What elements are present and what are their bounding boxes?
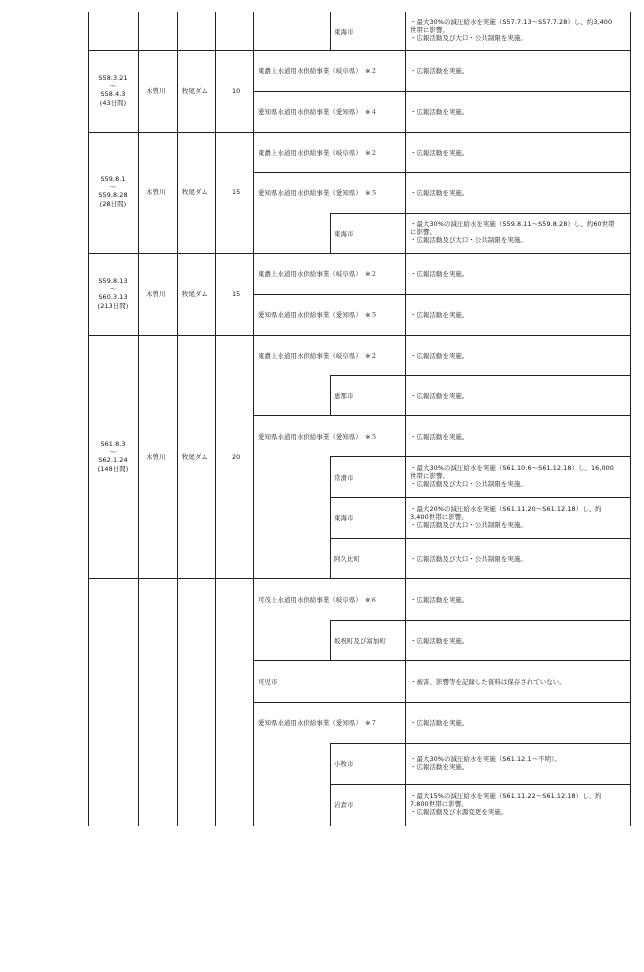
measures-cell: ・広報活動を実施。: [410, 67, 469, 75]
measures-cell: ・広報活動を実施。: [410, 392, 469, 400]
measures-cell: ・広報活動を実施。: [410, 311, 469, 319]
city-cell: 坂祝町及び富加町: [334, 637, 386, 645]
supplier-cell: 愛知県水道用水供給事業（愛知県） ※５: [258, 433, 378, 441]
measures-cell: ・最大15%の減圧給水を実施（S61.11.22～S61.12.18）し、約 7,800世帯に影響。 ・広報活動及び水源変更を実施。: [410, 792, 602, 817]
measures-cell: ・最大30%の減圧給水を実施（S61.10.6～S61.12.18）し、16,000 世帯に影響。 ・広報活動及び大口・公共制限を実施。: [410, 464, 614, 489]
supplier-cell: 東濃上水道用水供給事業（岐阜県） ※２: [258, 270, 378, 278]
measures-cell: ・広報活動を実施。: [410, 108, 469, 116]
measures-cell: ・最大20%の減圧給水を実施（S61.11.20～S61.12.18）し、約 3,400世帯に影響。 ・広報活動及び大口・公共制限を実施。: [410, 505, 602, 530]
event-rate: 10: [232, 87, 241, 95]
measures-cell: ・被害、影響等を記録した資料は保存されていない。: [410, 678, 566, 686]
event-river: 木曽川: [146, 453, 166, 461]
event-rate: 20: [232, 453, 241, 461]
measures-cell: ・広報活動を実施。: [410, 149, 469, 157]
event-period: S61.8.3 ～ S62.1.24 (148日間): [97, 440, 129, 473]
event-dam: 牧尾ダム: [182, 290, 208, 298]
event-river: 木曽川: [146, 188, 166, 196]
city-cell: 岩倉市: [334, 801, 354, 809]
measures-cell: ・広報活動を実施。: [410, 637, 469, 645]
city-cell: 阿久比町: [334, 555, 360, 563]
city-cell: 恵那市: [334, 392, 354, 400]
supplier-cell: 可児市: [258, 678, 278, 686]
supplier-cell: 愛知県水道用水供給事業（愛知県） ※５: [258, 189, 378, 197]
event-dam: 牧尾ダム: [182, 87, 208, 95]
supplier-cell: 東濃上水道用水供給事業（岐阜県） ※２: [258, 67, 378, 75]
city-cell: 東海市: [334, 28, 354, 36]
city-cell: 常滑市: [334, 474, 354, 482]
measures-cell: ・最大30%の減圧給水を実施（S59.8.11～S59.8.28）し、約60世帯 に影響。 ・広報活動及び大口・公共制限を実施。: [410, 220, 615, 245]
measures-cell: ・広報活動及び大口・公共制限を実施。: [410, 555, 527, 563]
event-dam: 牧尾ダム: [182, 453, 208, 461]
supplier-cell: 東濃上水道用水供給事業（岐阜県） ※２: [258, 352, 378, 360]
measures-cell: ・広報活動を実施。: [410, 270, 469, 278]
measures-cell: ・広報活動を実施。: [410, 433, 469, 441]
supplier-cell: 愛知県水道用水供給事業（愛知県） ※４: [258, 108, 378, 116]
city-cell: 東海市: [334, 230, 354, 238]
event-rate: 15: [232, 188, 241, 196]
event-dam: 牧尾ダム: [182, 188, 208, 196]
event-rate: 15: [232, 290, 241, 298]
city-cell: 東海市: [334, 514, 354, 522]
supplier-cell: 愛知県水道用水供給事業（愛知県） ※７: [258, 719, 378, 727]
measures-cell: ・広報活動を実施。: [410, 189, 469, 197]
city-cell: 小牧市: [334, 760, 354, 768]
measures-cell: ・広報活動を実施。: [410, 719, 469, 727]
event-period: S59.8.13 ～ S60.3.13 (213日間): [97, 277, 129, 310]
supplier-cell: 可茂上水道用水供給事業（岐阜県） ※６: [258, 596, 378, 604]
measures-cell: ・最大30%の減圧給水を実施（S61.12.1～不明）。 ・広報活動を実施。: [410, 755, 561, 772]
event-river: 木曽川: [146, 290, 166, 298]
supplier-cell: 愛知県水道用水供給事業（愛知県） ※５: [258, 311, 378, 319]
supplier-cell: 東濃上水道用水供給事業（岐阜県） ※２: [258, 149, 378, 157]
event-period: S58.3.21 ～ S58.4.3 (43日間): [98, 74, 128, 107]
event-period: S59.8.1 ～ S59.8.28 (28日間): [98, 175, 128, 208]
measures-cell: ・広報活動を実施。: [410, 596, 469, 604]
measures-cell: ・最大30%の減圧給水を実施（S57.7.13～S57.7.28）し、約3,400 世帯に影響。 ・広報活動及び大口・公共制限を実施。: [410, 18, 613, 43]
event-river: 木曽川: [146, 87, 166, 95]
measures-cell: ・広報活動を実施。: [410, 352, 469, 360]
